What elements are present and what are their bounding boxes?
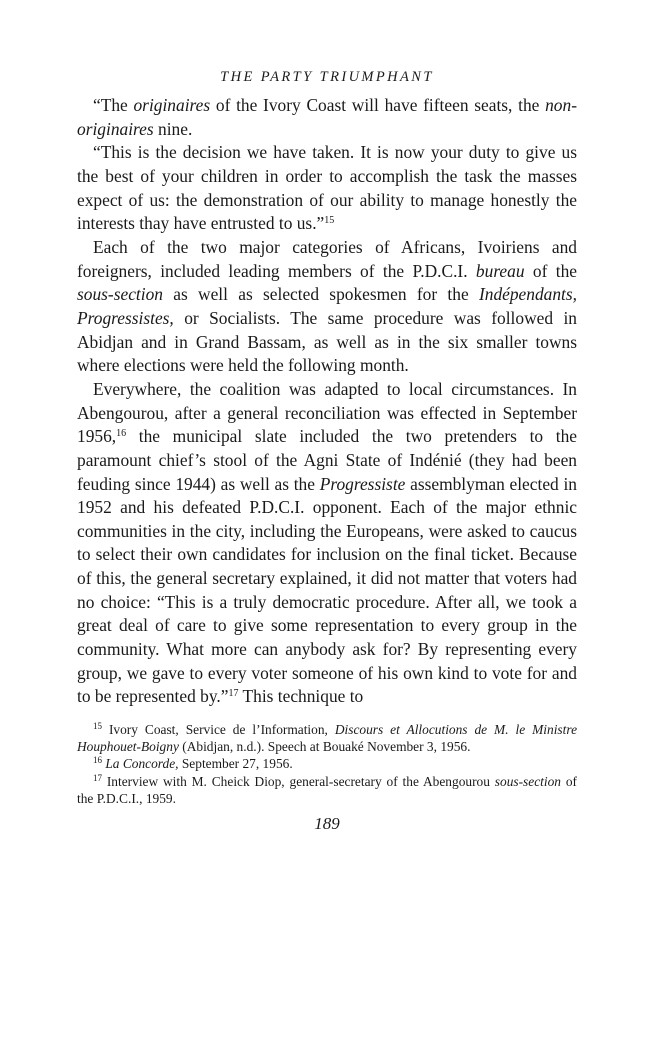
text: (Abidjan, n.d.). Speech at Bouaké November 3, 1956. bbox=[178, 739, 471, 755]
text: Everywhere, the coalition was adapted to local circumstances. In Abengourou, after a general reconciliation was effected in September 1956, bbox=[77, 378, 577, 447]
text: “This is the decision we have taken. It is now your duty to give us the best of your children in order to accomplish the task the masses expect of us: the demonstration of our ability to manage honestly the interests thay have entrusted to us.” bbox=[77, 142, 577, 234]
footnote-number: 17 bbox=[93, 772, 102, 783]
italic-term: non-originaires bbox=[77, 95, 577, 139]
text: as well as selected spokesmen for the bbox=[162, 284, 479, 305]
text: “The bbox=[93, 95, 134, 115]
page-number: 189 bbox=[314, 814, 340, 834]
text: nine. bbox=[153, 118, 193, 139]
text: the municipal slate included the two pretenders to the paramount chief’s stool of the Agni State of Indénié (they had been feuding since 1944) as well as the bbox=[77, 426, 577, 494]
text: of the bbox=[524, 260, 577, 281]
footnote-ref: 16 bbox=[116, 428, 127, 440]
text: of the Ivory Coast will have fifteen seats, the bbox=[210, 95, 546, 115]
text: of the P.D.C.I., 1959. bbox=[77, 773, 577, 806]
text: September 27, 1956. bbox=[178, 756, 293, 772]
text: Each of the two major categories of Africans, Ivoiriens and foreigners, included leading members of the P.D.C.I. bbox=[77, 236, 577, 281]
italic-term: Indépendants, Progressistes, bbox=[77, 284, 577, 328]
text: or Socialists. The same procedure was followed in Abidjan and in Grand Bassam, as well as in the six smaller towns where elections were held the following month. bbox=[77, 307, 577, 376]
footnote-number: 15 bbox=[93, 721, 102, 732]
footnote-15 bbox=[77, 721, 577, 755]
italic-term: sous-section bbox=[77, 284, 163, 305]
italic-title: Discours et Allocutions de M. le Ministre Houphouet-Boigny bbox=[77, 722, 578, 755]
italic-title: La Concorde, bbox=[105, 756, 179, 772]
italic-term: sous-section bbox=[494, 773, 561, 789]
text: Interview with M. Cheick Diop, general-secretary of the Abengourou bbox=[102, 773, 495, 789]
italic-term: Progressiste bbox=[319, 473, 406, 494]
text: This technique to bbox=[238, 686, 364, 707]
paragraph-1 bbox=[77, 94, 577, 141]
footnote-number: 16 bbox=[93, 755, 102, 766]
running-head: THE PARTY TRIUMPHANT bbox=[220, 69, 434, 85]
text: Ivory Coast, Service de l’Information, bbox=[102, 722, 335, 738]
text: assemblyman elected in 1952 and his defeated P.D.C.I. opponent. Each of the major ethnic communities in the city, including the Europeans, were asked to caucus to select their own candidates for inclusion on the final ticket. Because of this, the general secretary explained, it did not matter that voters had no choice: “This is a truly democratic procedure. After all, we took a great deal of care to give some representation to every group in the community. What more can anybody ask for? By representing every group, we gave to every voter someone of his own kind to vote for and to be represented by.” bbox=[77, 473, 577, 707]
paragraph-3 bbox=[77, 236, 577, 378]
footnotes bbox=[77, 721, 577, 807]
footnote-16 bbox=[77, 755, 577, 772]
footnote-ref: 15 bbox=[324, 215, 335, 227]
paragraph-4 bbox=[77, 378, 577, 709]
footnote-17 bbox=[77, 773, 577, 807]
italic-term: originaires bbox=[133, 95, 211, 115]
paragraph-2 bbox=[77, 141, 577, 236]
footnote-ref: 17 bbox=[228, 688, 239, 700]
book-page bbox=[77, 66, 577, 835]
italic-term: bureau bbox=[475, 260, 525, 281]
